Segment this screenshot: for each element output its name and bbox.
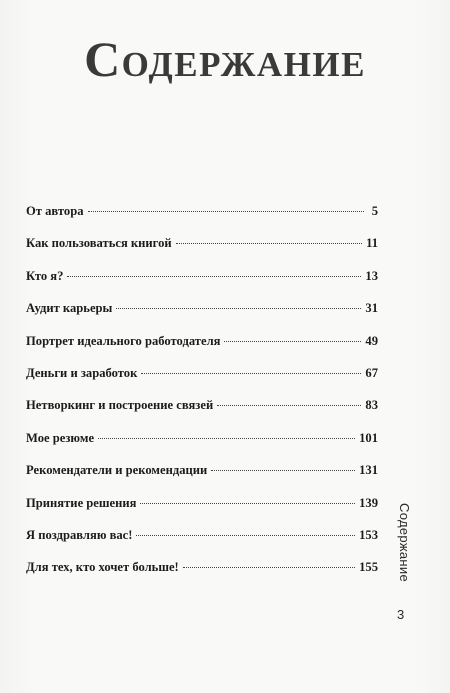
dot-leader — [176, 243, 362, 244]
dot-leader — [211, 470, 355, 471]
running-head-label: Содержание — [396, 502, 412, 582]
dot-leader — [98, 438, 355, 439]
toc-entry-page: 131 — [359, 463, 378, 478]
dot-leader — [183, 567, 355, 568]
running-head — [389, 492, 419, 592]
toc-entry-title: От автора — [26, 204, 84, 218]
dot-leader — [141, 373, 361, 374]
toc-entry-title: Кто я? — [26, 268, 64, 283]
toc-entry-page: 155 — [359, 560, 378, 575]
dot-leader — [116, 308, 361, 309]
dot-leader — [136, 535, 355, 536]
toc-entry-page: 13 — [365, 268, 378, 283]
toc-entry — [26, 431, 378, 463]
toc-entry — [26, 528, 378, 560]
dot-leader — [67, 276, 361, 277]
toc-entry-page: 31 — [365, 301, 378, 316]
toc-entry-title: Как пользоваться книгой — [26, 236, 172, 251]
page-number: 3 — [397, 607, 405, 622]
dot-leader — [140, 503, 355, 504]
toc-entry-page: 153 — [359, 527, 378, 542]
dot-leader — [224, 341, 361, 342]
toc-entry-title: Нетворкинг и построение связей — [26, 398, 214, 413]
toc-entry-page: 5 — [371, 204, 378, 218]
dot-leader — [88, 211, 364, 212]
toc-entry-page: 101 — [359, 430, 378, 445]
toc-entry-title: Аудит карьеры — [26, 301, 113, 316]
toc-entry — [26, 236, 378, 268]
toc-entry — [26, 334, 378, 366]
toc-entry-page: 139 — [359, 495, 378, 510]
toc-entry-title: Я поздравляю вас! — [26, 527, 133, 542]
dot-leader — [217, 405, 361, 406]
toc-entry — [26, 496, 378, 528]
page-title: Содержание — [84, 31, 366, 87]
toc-entry-title: Рекомендатели и рекомендации — [26, 463, 208, 478]
toc-entry — [26, 398, 378, 430]
toc-entry-page: 11 — [366, 236, 378, 251]
toc-entry-title: Для тех, кто хочет больше! — [26, 560, 179, 575]
toc-entry-page: 49 — [365, 333, 378, 348]
toc-entry-page: 67 — [365, 365, 378, 380]
toc-entry — [26, 560, 378, 592]
toc-entry-title: Мое резюме — [26, 430, 95, 445]
toc-entry-title: Деньги и заработок — [26, 365, 138, 380]
toc-entry — [26, 366, 378, 398]
toc-entry-title: Портрет идеального работодателя — [26, 333, 221, 348]
toc-entry — [26, 301, 378, 333]
toc-entry-title: Принятие решения — [26, 495, 137, 510]
toc-entry — [26, 463, 378, 495]
toc-entry — [26, 269, 378, 301]
toc-entry-page: 83 — [365, 398, 378, 413]
toc-entry — [26, 204, 378, 236]
table-of-contents — [26, 204, 378, 593]
